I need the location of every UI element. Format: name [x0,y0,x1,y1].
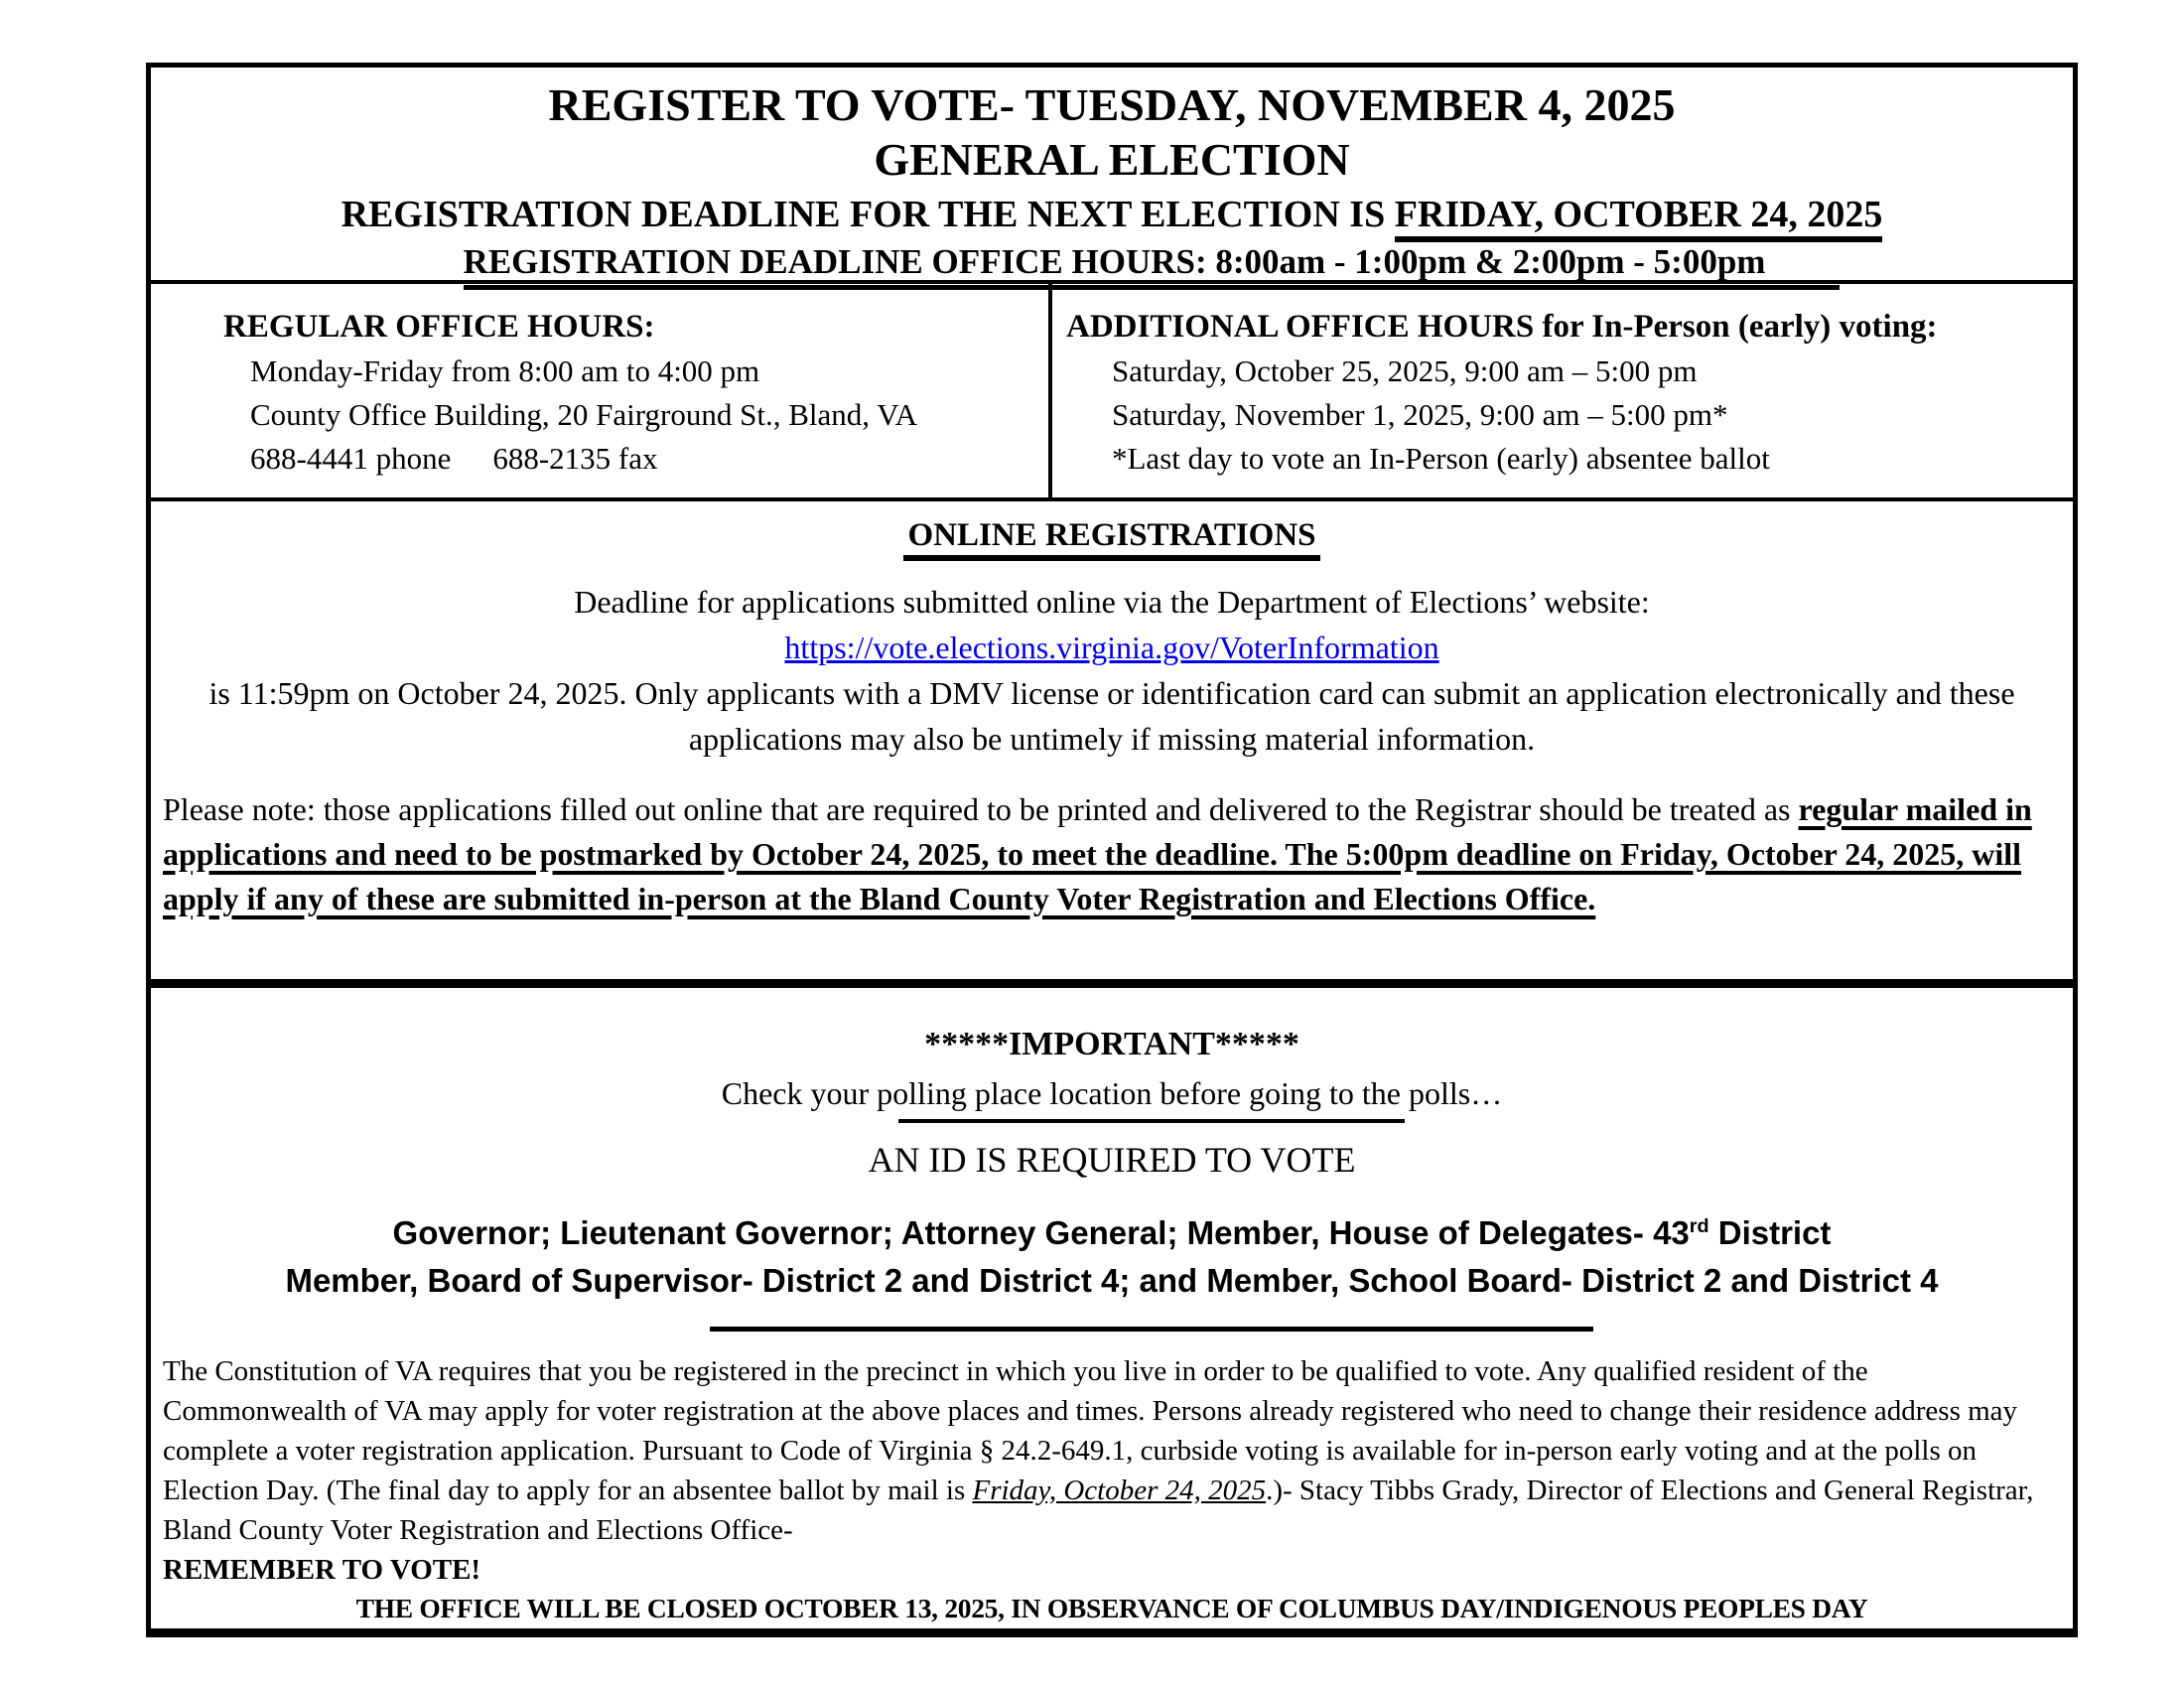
title-line-1: REGISTER TO VOTE- TUESDAY, NOVEMBER 4, 2025 [548,79,1676,130]
offices-line-1-tail: District [1708,1214,1832,1251]
id-required-notice: AN ID IS REQUIRED TO VOTE [868,1140,1356,1180]
online-deadline-intro: Deadline for applications submitted online via the Department of Elections’ website: [574,584,1650,620]
early-voting-date-1: Saturday, October 25, 2025, 9:00 am – 5:00 pm [1112,353,1698,388]
please-note-prefix: Please note: those applications filled out online that are required to be printed and delivered to the Registrar should be treated as [163,791,1799,827]
fax-number: 688-2135 fax [492,441,658,476]
deadline-office-hours-text: REGISTRATION DEADLINE OFFICE HOURS: 8:00am - 1:00pm & 2:00pm - 5:00pm [464,239,1841,290]
constitution-paragraph [151,1351,2073,1550]
polling-place-notice: Check your polling place location before going to the polls… [721,1075,1503,1111]
online-registrations-heading-text: ONLINE REGISTRATIONS [903,517,1319,561]
deadline-date: FRIDAY, OCTOBER 24, 2025 [1395,194,1883,242]
offices-line-1 [151,1202,2073,1257]
please-note-emphasis: regular mailed in applications and need to be postmarked by October 24, 2025, to meet the deadline. The 5:00pm deadline on Friday, October 24, 2025, will apply if any of these are submitted in-person at the Bland County Voter Registration and Elections Office. [163,791,2032,916]
offices-line-1-main: Governor; Lieutenant Governor; Attorney General; Member, House of Delegates- 43 [392,1214,1690,1251]
voter-information-link[interactable]: https://vote.elections.virginia.gov/VoterInformation [784,630,1439,665]
polling-underline-rule [898,1119,1405,1123]
regular-hours-heading: REGULAR OFFICE HOURS: [223,309,655,345]
registration-deadline-line [151,190,2073,239]
offices-line-2: Member, Board of Supervisor- District 2 and District 4; and Member, School Board- District 2 and District 4 [285,1262,1939,1299]
online-registrations-section [151,501,2073,988]
constitution-tail: .)- Stacy Tibbs Grady, Director of Elections and General Registrar, Bland County Voter Registration and Elections Office- [163,1475,2034,1546]
please-note-paragraph [151,787,2073,921]
offices-line-1-ordinal: rd [1689,1215,1709,1237]
office-hours-section [151,284,2073,501]
deadline-office-hours-line [151,239,2073,290]
phone-fax-line [151,437,1048,481]
online-registrations-heading [151,513,2073,557]
office-address: County Office Building, 20 Fairground St., Bland, VA [250,397,917,432]
important-section [151,988,2073,1628]
regular-hours-schedule: Monday-Friday from 8:00 am to 4:00 pm [250,353,760,388]
header-section [151,68,2073,284]
early-voting-footnote: *Last day to vote an In-Person (early) absentee ballot [1112,441,1770,476]
remember-to-vote: REMEMBER TO VOTE! [163,1554,481,1586]
separator-rule [710,1327,1593,1332]
phone-number: 688-4441 phone [250,441,452,476]
important-heading: *****IMPORTANT***** [924,1026,1299,1062]
constitution-text: The Constitution of VA requires that you be registered in the precinct in which you live in order to be qualified to vote. Any qualified resident of the Commonwealth of VA may apply for voter registration at the above places and times. Persons already registered who need to change their residence address may complete a voter registration application. Pursuant to Code of Virginia § 24.2-649.1, curbside voting is available for in-person early voting and at the polls on Election Day. (The final day to apply for an absentee ballot by mail is [163,1355,2018,1506]
voter-information-link-line [151,625,2073,670]
title-line-2: GENERAL ELECTION [874,134,1350,185]
absentee-deadline-date: Friday, October 24, 2025 [972,1475,1267,1506]
additional-hours-panel [1052,284,2073,497]
offices-on-ballot [151,1202,2073,1305]
office-closed-notice: THE OFFICE WILL BE CLOSED OCTOBER 13, 2025, IN OBSERVANCE OF COLUMBUS DAY/INDIGENOUS PEOPLES DAY [355,1593,1868,1623]
online-deadline-details: is 11:59pm on October 24, 2025. Only applicants with a DMV license or identification card can submit an application electronically and these applications may also be untimely if missing material information. [208,675,2015,757]
regular-hours-panel [151,284,1052,497]
deadline-prefix: REGISTRATION DEADLINE FOR THE NEXT ELECTION IS [341,194,1395,235]
early-voting-date-2: Saturday, November 1, 2025, 9:00 am – 5:00 pm* [1112,397,1728,432]
additional-hours-heading: ADDITIONAL OFFICE HOURS for In-Person (early) voting: [1066,309,1938,345]
flyer-border-box [146,63,2078,1637]
